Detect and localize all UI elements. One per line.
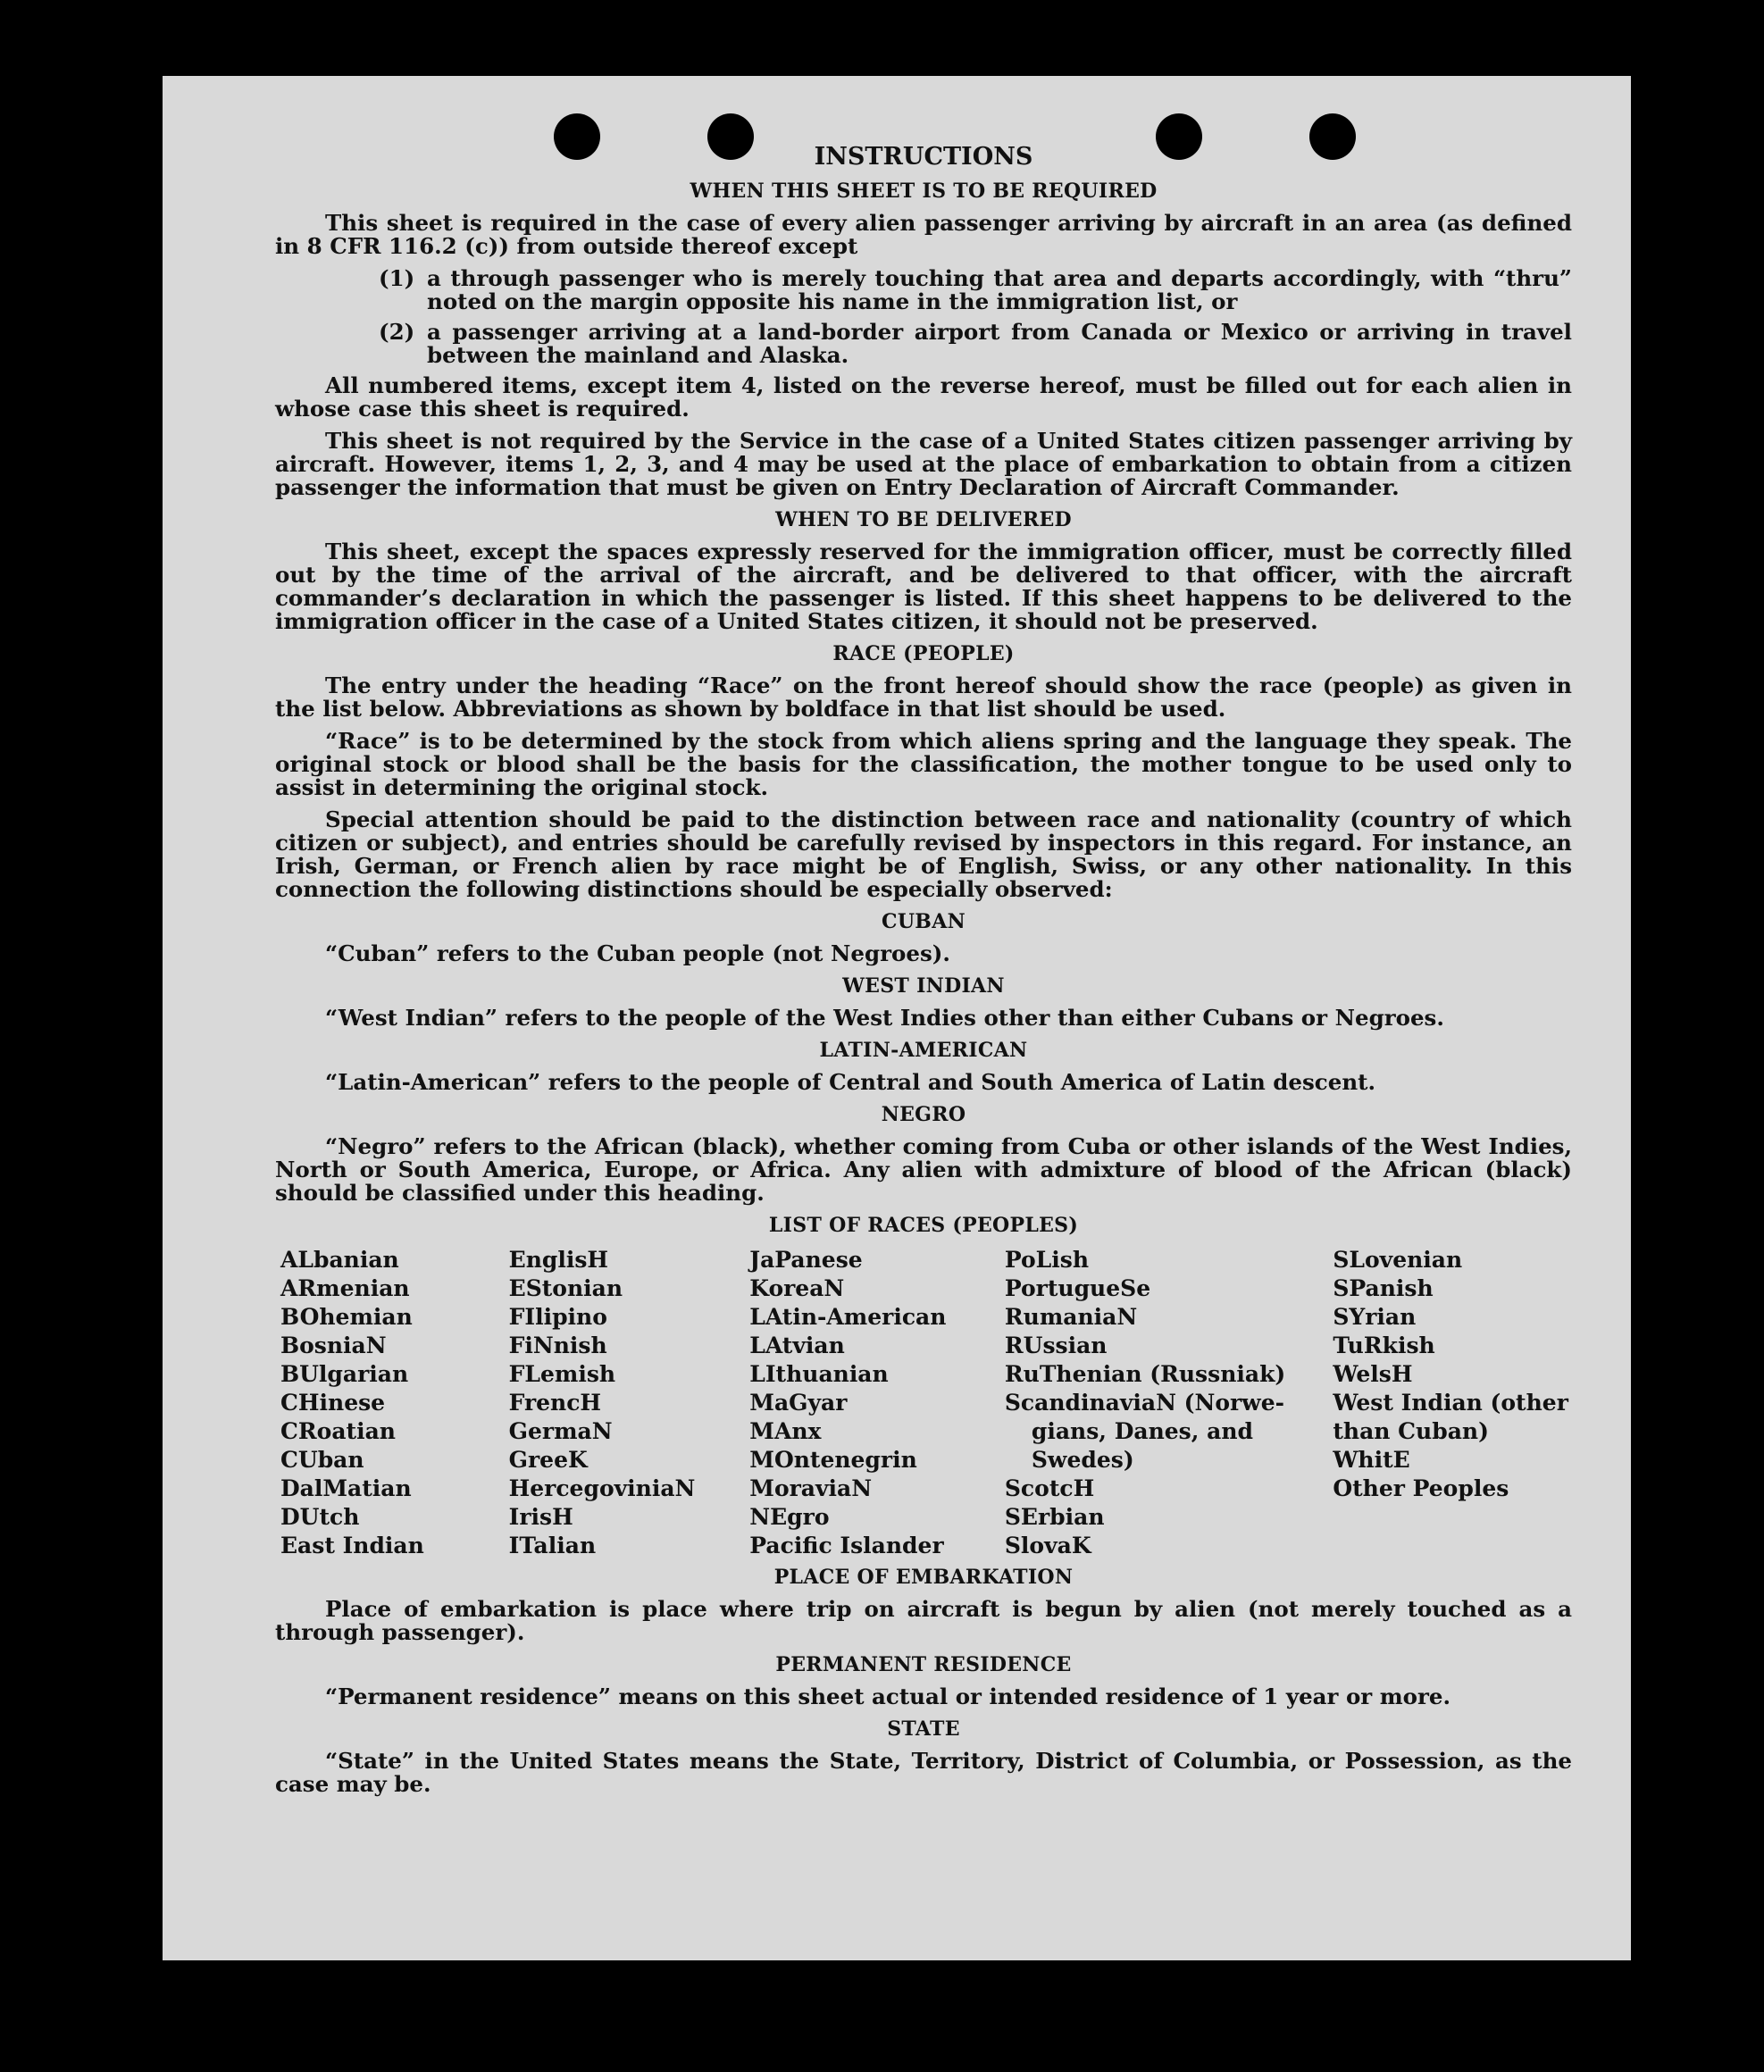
section-heading-race: RACE (PEOPLE) bbox=[832, 642, 1015, 665]
race-entry: GermaN bbox=[508, 1418, 613, 1444]
races-column bbox=[280, 1246, 509, 1560]
required-paragraph: This sheet is not required by the Service in the case of a United States citizen passenger arriving by aircraft. However, items 1, 2, 3, and 4 may be used at the place of embarkation to obtain from a citizen passenger the information that must be given on Entry Declaration of Aircraft Commander. bbox=[275, 428, 1572, 500]
races-column bbox=[749, 1246, 1005, 1560]
state-paragraph: “State” in the United States means the State, Territory, District of Columbia, or Possession, as the case may be. bbox=[275, 1748, 1572, 1797]
section-heading-cuban: CUBAN bbox=[882, 910, 966, 933]
race-entry: ALbanian bbox=[280, 1247, 399, 1273]
item-number: (2) bbox=[379, 319, 415, 345]
race-entry: BUlgarian bbox=[280, 1361, 409, 1387]
race-entry: ScandinaviaN (Norwe- bbox=[1004, 1390, 1284, 1416]
race-entry: SLovenian bbox=[1333, 1247, 1463, 1273]
race-entry: CHinese bbox=[280, 1390, 386, 1416]
section-heading-embarkation: PLACE OF EMBARKATION bbox=[773, 1566, 1074, 1589]
embarkation-paragraph: Place of embarkation is place where trip on aircraft is begun by alien (not merely touched as a through passenger). bbox=[275, 1596, 1572, 1645]
race-entry: FrencH bbox=[508, 1390, 602, 1416]
instructions-body bbox=[275, 143, 1572, 1805]
section-heading-residence: PERMANENT RESIDENCE bbox=[775, 1653, 1072, 1676]
race-entry: FLemish bbox=[508, 1361, 616, 1387]
section-heading-races-list: LIST OF RACES (PEOPLES) bbox=[768, 1214, 1079, 1237]
races-column bbox=[1333, 1246, 1572, 1560]
race-entry: East Indian bbox=[280, 1533, 424, 1558]
race-paragraph: “Race” is to be determined by the stock from which aliens spring and the language they speak. The original stock or blood shall be the basis for the classification, the mother tongue to be used only to assist in determining the original stock. bbox=[275, 728, 1572, 800]
race-entry: PortugueSe bbox=[1004, 1275, 1151, 1301]
race-entry: BosniaN bbox=[280, 1333, 387, 1358]
race-entry: RUssian bbox=[1004, 1333, 1108, 1358]
race-entry: LIthuanian bbox=[749, 1361, 889, 1387]
section-heading-required: WHEN THIS SHEET IS TO BE REQUIRED bbox=[690, 180, 1158, 203]
race-entry: DalMatian bbox=[280, 1475, 412, 1501]
required-paragraph: All numbered items, except item 4, listed on the reverse hereof, must be filled out for each alien in whose case this sheet is required. bbox=[275, 372, 1572, 422]
race-paragraph: Special attention should be paid to the distinction between race and nationality (country of which citizen or subject), and entries should be carefully revised by inspectors in this regard. For instance, an Irish, German, or French alien by race might be of English, Swiss, or any other nationality. In this connection the following distinctions should be especially observed: bbox=[275, 806, 1572, 902]
race-entry: WelsH bbox=[1333, 1361, 1413, 1387]
race-entry: gians, Danes, and bbox=[1031, 1418, 1254, 1444]
race-entry: HercegoviniaN bbox=[508, 1475, 696, 1501]
races-column bbox=[1005, 1246, 1333, 1560]
race-entry: FIlipino bbox=[508, 1304, 607, 1330]
exception-item bbox=[379, 321, 1572, 367]
race-entry: Swedes) bbox=[1031, 1447, 1134, 1473]
required-intro: This sheet is required in the case of every alien passenger arriving by aircraft in an area (as defined in 8 CFR 116.2 (c)) from outside thereof except bbox=[275, 210, 1572, 259]
race-entry: EStonian bbox=[508, 1275, 623, 1301]
document-page bbox=[163, 76, 1631, 1960]
race-entry: LAtin-American bbox=[749, 1304, 947, 1330]
race-entry: SYrian bbox=[1333, 1304, 1417, 1330]
section-heading-state: STATE bbox=[887, 1717, 960, 1741]
race-entry: MOntenegrin bbox=[749, 1447, 917, 1473]
latin-american-paragraph: “Latin-American” refers to the people of Central and South America of Latin descent. bbox=[325, 1069, 1375, 1095]
race-entry: FiNnish bbox=[508, 1333, 607, 1358]
race-entry: SErbian bbox=[1004, 1504, 1105, 1530]
item-text: a through passenger who is merely touching that area and departs accordingly, with “thru” noted on the margin opposite his name in the immigration list, or bbox=[427, 265, 1572, 314]
race-entry: CRoatian bbox=[280, 1418, 396, 1444]
race-entry: BOhemian bbox=[280, 1304, 413, 1330]
race-entry: than Cuban) bbox=[1333, 1418, 1489, 1444]
race-entry: MoraviaN bbox=[749, 1475, 873, 1501]
section-heading-delivered: WHEN TO BE DELIVERED bbox=[775, 508, 1072, 531]
race-entry: EnglisH bbox=[508, 1247, 609, 1273]
negro-paragraph: “Negro” refers to the African (black), whether coming from Cuba or other islands of the West Indies, North or South America, Europe, or Africa. Any alien with admixture of blood of the African (black) should be classified under this heading. bbox=[275, 1133, 1572, 1206]
race-entry: WhitE bbox=[1333, 1447, 1410, 1473]
race-entry: TuRkish bbox=[1333, 1333, 1435, 1358]
cuban-paragraph: “Cuban” refers to the Cuban people (not Negroes). bbox=[325, 940, 950, 966]
race-entry: ARmenian bbox=[280, 1275, 410, 1301]
race-entry: Pacific Islander bbox=[749, 1533, 944, 1558]
race-entry: MAnx bbox=[749, 1418, 822, 1444]
race-entry: MaGyar bbox=[749, 1390, 848, 1416]
race-entry: SPanish bbox=[1333, 1275, 1434, 1301]
race-entry: CUban bbox=[280, 1447, 364, 1473]
race-entry: KoreaN bbox=[749, 1275, 845, 1301]
section-heading-negro: NEGRO bbox=[881, 1103, 966, 1126]
race-entry: GreeK bbox=[508, 1447, 588, 1473]
race-entry: West Indian (other bbox=[1333, 1390, 1568, 1416]
item-text: a passenger arriving at a land-border airport from Canada or Mexico or arriving in travel between the mainland and Alaska. bbox=[427, 319, 1572, 368]
race-entry: NEgro bbox=[749, 1504, 830, 1530]
races-column bbox=[509, 1246, 750, 1560]
race-entry: Other Peoples bbox=[1333, 1475, 1509, 1501]
race-paragraph: The entry under the heading “Race” on the front hereof should show the race (people) as given in the list below. Abbreviations as shown by boldface in that list should be used. bbox=[275, 673, 1572, 722]
race-entry: PoLish bbox=[1004, 1247, 1090, 1273]
delivered-paragraph: This sheet, except the spaces expressly reserved for the immigration officer, must be correctly filled out by the time of the arrival of the aircraft, and be delivered to that officer, with the aircraft commander’s declaration in which the passenger is listed. If this sheet happens to be delivered to the immigration officer in the case of a United States citizen, it should not be preserved. bbox=[275, 539, 1572, 634]
race-entry: LAtvian bbox=[749, 1333, 845, 1358]
race-entry: RuThenian (Russniak) bbox=[1004, 1361, 1286, 1387]
residence-paragraph: “Permanent residence” means on this sheet actual or intended residence of 1 year or more. bbox=[325, 1684, 1451, 1709]
races-list bbox=[280, 1246, 1572, 1560]
section-heading-latin-american: LATIN-AMERICAN bbox=[819, 1039, 1028, 1062]
race-entry: IrisH bbox=[508, 1504, 573, 1530]
race-entry: ITalian bbox=[508, 1533, 597, 1558]
item-number: (1) bbox=[379, 265, 415, 291]
race-entry: DUtch bbox=[280, 1504, 360, 1530]
west-indian-paragraph: “West Indian” refers to the people of the West Indies other than either Cubans or Negroes. bbox=[325, 1005, 1444, 1031]
race-entry: ScotcH bbox=[1004, 1475, 1095, 1501]
exception-item bbox=[379, 267, 1572, 313]
section-heading-west-indian: WEST INDIAN bbox=[842, 974, 1005, 998]
race-entry: JaPanese bbox=[749, 1247, 863, 1273]
page-title: INSTRUCTIONS bbox=[814, 143, 1033, 171]
race-entry: SlovaK bbox=[1004, 1533, 1091, 1558]
race-entry: RumaniaN bbox=[1004, 1304, 1138, 1330]
